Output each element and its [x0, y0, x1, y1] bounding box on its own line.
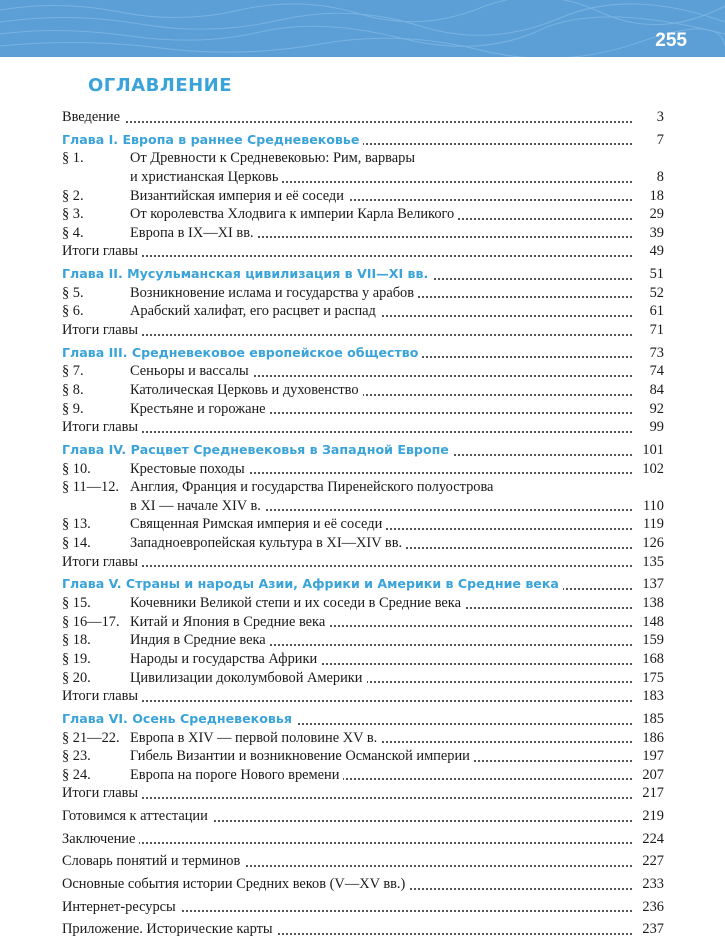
entry-title: Основные события истории Средних веков (V—XV вв.)	[62, 875, 406, 892]
toc-entry[interactable]	[62, 534, 664, 553]
section-number: § 5.	[62, 284, 84, 301]
toc-entry[interactable]	[62, 898, 664, 917]
toc-entry[interactable]	[62, 747, 664, 766]
entry-page-number: 197	[638, 747, 664, 766]
dot-leader	[62, 830, 632, 849]
entry-title: Англия, Франция и государства Пиренейского полуострова	[130, 479, 494, 496]
dot-leader	[62, 108, 632, 127]
entry-page-number: 73	[646, 344, 664, 363]
toc-entry[interactable]	[62, 168, 664, 187]
toc-entry[interactable]	[62, 613, 664, 632]
section-number: § 13.	[62, 516, 91, 533]
entry-page-number: 71	[646, 321, 664, 340]
section-number: § 11—12.	[62, 479, 120, 496]
entry-page-number: 110	[639, 497, 664, 516]
toc-entry[interactable]	[62, 669, 664, 688]
toc-entry[interactable]	[62, 594, 664, 613]
page-number: 255	[655, 30, 687, 51]
entry-title: Западноевропейская культура в XI—XIV вв.	[130, 535, 403, 552]
toc-entry[interactable]	[62, 515, 664, 534]
section-number: § 23.	[62, 748, 91, 765]
entry-title: Возникновение ислама и государства у арабов	[130, 284, 415, 301]
entry-page-number: 3	[653, 108, 664, 127]
section-number: § 2.	[62, 187, 84, 204]
entry-page-number: 159	[638, 631, 664, 650]
entry-title: в XI — начале XIV в.	[130, 497, 261, 514]
entry-page-number: 119	[639, 515, 664, 534]
entry-page-number: 8	[653, 168, 664, 187]
entry-page-number: 84	[646, 381, 664, 400]
section-number: § 7.	[62, 363, 84, 380]
toc-entry[interactable]	[62, 284, 664, 303]
dot-leader	[62, 321, 632, 340]
entry-title: Введение	[62, 109, 121, 125]
entry-title: Итоги главы	[62, 553, 139, 570]
entry-page-number: 137	[638, 575, 664, 594]
entry-title: Итоги главы	[62, 322, 139, 339]
entry-title: Глава IV. Расцвет Средневековья в Западной Европе	[62, 441, 449, 457]
entry-title: Крестовые походы	[130, 460, 245, 477]
section-number: § 14.	[62, 535, 91, 552]
entry-page-number: 175	[638, 669, 664, 688]
entry-title: Кочевники Великой степи и их соседи в Средние века	[130, 595, 461, 612]
dot-leader	[62, 553, 632, 572]
entry-title: Гибель Византии и возникновение Османской империи	[130, 748, 470, 765]
section-number: § 4.	[62, 224, 84, 241]
banner-wave-pattern	[0, 0, 725, 57]
toc-entry[interactable]	[62, 729, 664, 748]
toc-entry[interactable]	[62, 852, 664, 871]
toc-chapter-entry[interactable]	[62, 441, 664, 460]
toc-entry[interactable]	[62, 766, 664, 785]
entry-title: Священная Римская империя и её соседи	[130, 516, 383, 533]
section-number: § 18.	[62, 632, 91, 649]
entry-page-number: 227	[638, 852, 664, 871]
toc-entry[interactable]	[62, 650, 664, 669]
toc-entry[interactable]	[62, 302, 664, 321]
entry-title: Крестьяне и горожане	[130, 400, 266, 417]
entry-page-number: 237	[638, 920, 664, 939]
entry-page-number: 61	[646, 302, 664, 321]
entry-title: и христианская Церковь	[130, 168, 279, 185]
entry-page-number: 183	[638, 687, 664, 706]
entry-title: Византийская империя и её соседи	[130, 187, 344, 204]
entry-title: Заключение	[62, 830, 136, 847]
entry-page-number: 7	[653, 131, 664, 150]
entry-title: Итоги главы	[62, 419, 139, 436]
entry-title: Глава I. Европа в раннее Средневековье	[62, 131, 360, 147]
entry-page-number: 236	[638, 898, 664, 917]
entry-title: Глава VI. Осень Средневековья	[62, 710, 292, 726]
entry-title: Итоги главы	[62, 243, 139, 260]
toc-entry[interactable]	[62, 631, 664, 650]
entry-page-number: 224	[638, 830, 664, 849]
section-number: § 19.	[62, 650, 91, 667]
section-number: § 9.	[62, 400, 84, 417]
entry-title: От королевства Хлодвига к империи Карла Великого	[130, 206, 455, 223]
table-of-contents	[62, 108, 664, 939]
toc-entry[interactable]	[62, 242, 664, 261]
section-number: § 20.	[62, 669, 91, 686]
entry-title: Цивилизации доколумбовой Америки	[130, 669, 363, 686]
entry-title: Глава II. Мусульманская цивилизация в VII—XI вв.	[62, 266, 429, 282]
section-number: § 24.	[62, 766, 91, 783]
entry-page-number: 168	[638, 650, 664, 669]
section-number: § 6.	[62, 303, 84, 320]
toc-entry[interactable]	[62, 224, 664, 243]
entry-title: Интернет-ресурсы	[62, 898, 176, 915]
entry-title: Католическая Церковь и духовенство	[130, 381, 359, 398]
entry-title: Итоги главы	[62, 785, 139, 802]
entry-title: Готовимся к аттестации	[62, 808, 208, 825]
toc-entry[interactable]	[62, 460, 664, 479]
toc-entry[interactable]	[62, 400, 664, 419]
entry-title: От Древности к Средневековью: Рим, варвары	[130, 150, 416, 167]
toc-entry[interactable]	[62, 381, 664, 400]
entry-page-number: 52	[646, 284, 664, 303]
entry-page-number: 49	[646, 242, 664, 261]
entry-page-number: 148	[638, 613, 664, 632]
entry-page-number: 126	[638, 534, 664, 553]
entry-title: Европа в IX—XI вв.	[130, 224, 254, 241]
entry-page-number: 102	[638, 460, 664, 479]
toc-chapter-entry[interactable]	[62, 344, 664, 363]
entry-page-number: 135	[638, 553, 664, 572]
toc-chapter-entry[interactable]	[62, 265, 664, 284]
toc-entry[interactable]	[62, 418, 664, 437]
entry-title: Китай и Япония в Средние века	[130, 613, 326, 630]
entry-title: Индия в Средние века	[130, 632, 266, 649]
entry-title: Итоги главы	[62, 688, 139, 705]
entry-page-number: 39	[646, 224, 664, 243]
toc-entry[interactable]	[62, 830, 664, 849]
toc-entry[interactable]	[62, 553, 664, 572]
entry-page-number: 51	[646, 265, 664, 284]
toc-chapter-entry[interactable]	[62, 131, 664, 150]
toc-entry[interactable]	[62, 875, 664, 894]
section-number: § 21—22.	[62, 729, 120, 746]
entry-title: Глава V. Страны и народы Азии, Африки и Америки в Средние века	[62, 576, 559, 592]
entry-title: Глава III. Средневековое европейское общество	[62, 344, 419, 360]
toc-entry[interactable]	[62, 187, 664, 206]
toc-entry[interactable]	[62, 362, 664, 381]
section-number: § 1.	[62, 150, 84, 167]
entry-page-number: 233	[638, 875, 664, 894]
entry-title: Европа в XIV — первой половине XV в.	[130, 729, 378, 746]
dot-leader	[62, 242, 632, 261]
toc-entry[interactable]	[62, 478, 664, 497]
toc-entry[interactable]	[62, 807, 664, 826]
entry-title: Арабский халифат, его расцвет и распад	[130, 303, 376, 320]
entry-page-number: 99	[646, 418, 664, 437]
dot-leader	[62, 687, 632, 706]
toc-entry[interactable]	[62, 321, 664, 340]
toc-entry[interactable]	[62, 784, 664, 803]
toc-title: ОГЛАВЛЕНИЕ	[88, 75, 233, 96]
section-number: § 16—17.	[62, 613, 120, 630]
entry-page-number: 74	[646, 362, 664, 381]
entry-title: Приложение. Исторические карты	[62, 921, 273, 938]
entry-title: Словарь понятий и терминов	[62, 853, 241, 870]
toc-chapter-entry[interactable]	[62, 710, 664, 729]
section-number: § 15.	[62, 595, 91, 612]
entry-title: Сеньоры и вассалы	[130, 363, 249, 380]
toc-entry[interactable]	[62, 687, 664, 706]
entry-title: Европа на пороге Нового времени	[130, 766, 340, 783]
section-number: § 3.	[62, 206, 84, 223]
toc-entry[interactable]	[62, 205, 664, 224]
section-number: § 8.	[62, 381, 84, 398]
toc-chapter-entry[interactable]	[62, 575, 664, 594]
entry-page-number: 101	[638, 441, 664, 460]
section-number: § 10.	[62, 460, 91, 477]
entry-page-number: 186	[638, 729, 664, 748]
entry-page-number: 217	[638, 784, 664, 803]
toc-entry[interactable]	[62, 149, 664, 168]
entry-page-number: 29	[646, 205, 664, 224]
entry-page-number: 185	[638, 710, 664, 729]
entry-title: Народы и государства Африки	[130, 650, 318, 667]
toc-entry[interactable]	[62, 920, 664, 939]
entry-page-number: 138	[638, 594, 664, 613]
entry-page-number: 219	[638, 807, 664, 826]
entry-page-number: 92	[646, 400, 664, 419]
dot-leader	[62, 784, 632, 803]
dot-leader	[62, 418, 632, 437]
entry-page-number: 18	[646, 187, 664, 206]
toc-entry[interactable]	[62, 497, 664, 516]
entry-page-number: 207	[638, 766, 664, 785]
header-banner	[0, 0, 725, 57]
toc-entry[interactable]	[62, 108, 664, 127]
